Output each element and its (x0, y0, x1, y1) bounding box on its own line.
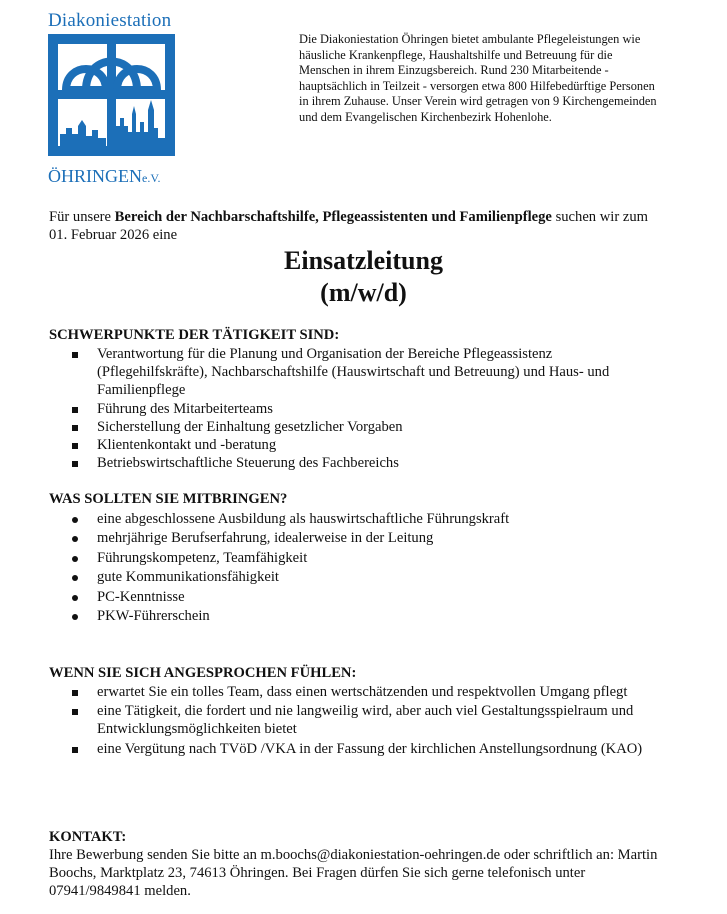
square-bullet-icon (72, 352, 78, 358)
square-bullet-icon (72, 407, 78, 413)
list-item: eine Vergütung nach TVöD /VKA in der Fassung der kirchlichen Anstellungsordnung (KAO) (49, 740, 649, 758)
square-bullet-icon (72, 709, 78, 715)
diakoniestation-logo-icon (48, 34, 175, 156)
square-bullet-icon (72, 443, 78, 449)
list-item: mehrjährige Berufserfahrung, idealerweise in der Leitung (49, 529, 649, 547)
list-item: eine Tätigkeit, die fordert und nie langweilig wird, aber auch viel Gestaltungsspielraum und Entwicklungsmöglichkeiten bietet (49, 702, 649, 738)
round-bullet-icon (72, 517, 78, 523)
offer-list (49, 683, 649, 758)
round-bullet-icon (72, 556, 78, 562)
list-item: eine abgeschlossene Ausbildung als hauswirtschaftliche Führungskraft (49, 510, 649, 528)
list-item: Führungskompetenz, Teamfähigkeit (49, 549, 649, 567)
list-item: Betriebswirtschaftliche Steuerung des Fachbereichs (49, 454, 649, 472)
job-title-gender: (m/w/d) (320, 278, 407, 307)
square-bullet-icon (72, 690, 78, 696)
list-item: PKW-Führerschein (49, 607, 649, 625)
round-bullet-icon (72, 614, 78, 620)
offer-heading: WENN SIE SICH ANGESPROCHEN FÜHLEN: (49, 665, 357, 681)
round-bullet-icon (72, 595, 78, 601)
logo-top-text: Diakoniestation (48, 10, 172, 31)
list-item: PC-Kenntnisse (49, 588, 649, 606)
square-bullet-icon (72, 425, 78, 431)
list-item: Führung des Mitarbeiterteams (49, 400, 649, 418)
list-item: Sicherstellung der Einhaltung gesetzlicher Vorgaben (49, 418, 649, 436)
requirements-list (49, 510, 649, 626)
tasks-heading: SCHWERPUNKTE DER TÄTIGKEIT SIND: (49, 327, 340, 343)
tasks-list (49, 345, 649, 472)
round-bullet-icon (72, 575, 78, 581)
contact-heading: KONTAKT: (49, 829, 127, 845)
list-item: gute Kommunikationsfähigkeit (49, 568, 649, 586)
job-title: Einsatzleitung (284, 246, 443, 275)
list-item: Klientenkontakt und -beratung (49, 436, 649, 454)
logo-bottom-text: ÖHRINGENe.V. (48, 166, 161, 186)
list-item: erwartet Sie ein tolles Team, dass einen wertschätzenden und respektvollen Umgang pflegt (49, 683, 649, 701)
round-bullet-icon (72, 536, 78, 542)
intro-text: Die Diakoniestation Öhringen bietet ambulante Pflegeleistungen wie häusliche Krankenpflege, Haushaltshilfe und Betreuung für die Menschen in ihrem Einzugsbereich. Rund 230 Mitarbeitende - hauptsächlich in Teilzeit - versorgen etwa 800 Hilfebedürftige Personen in ihrem Zuhause. Unser Verein wird getragen von 9 Kirchengemeinden und dem Evangelischen Kirchenbezirk Hohenlohe. (299, 32, 657, 124)
square-bullet-icon (72, 461, 78, 467)
contact-email-link[interactable]: m.boochs@diakoniestation-oehringen.de (260, 847, 501, 863)
square-bullet-icon (72, 747, 78, 753)
lead-sentence: Für unsere Bereich der Nachbarschaftshilfe, Pflegeassistenten und Familienpflege suchen wir zum 01. Februar 2026 eine (49, 209, 648, 243)
logo (48, 10, 178, 189)
requirements-heading: WAS SOLLTEN SIE MITBRINGEN? (49, 491, 288, 507)
contact-text: Ihre Bewerbung senden Sie bitte an m.boochs@diakoniestation-oehringen.de oder schriftlich an: Martin Boochs, Marktplatz 23, 74613 Öhringen. Bei Fragen dürfen Sie sich gerne telefonisch unter 07941/9849841 melden. (49, 847, 658, 899)
list-item: Verantwortung für die Planung und Organisation der Bereiche Pflegeassistenz (Pflegehilfskräfte), Nachbarschaftshilfe (Hauswirtschaft und Betreuung) und Haus- und Familienpflege (49, 345, 649, 400)
